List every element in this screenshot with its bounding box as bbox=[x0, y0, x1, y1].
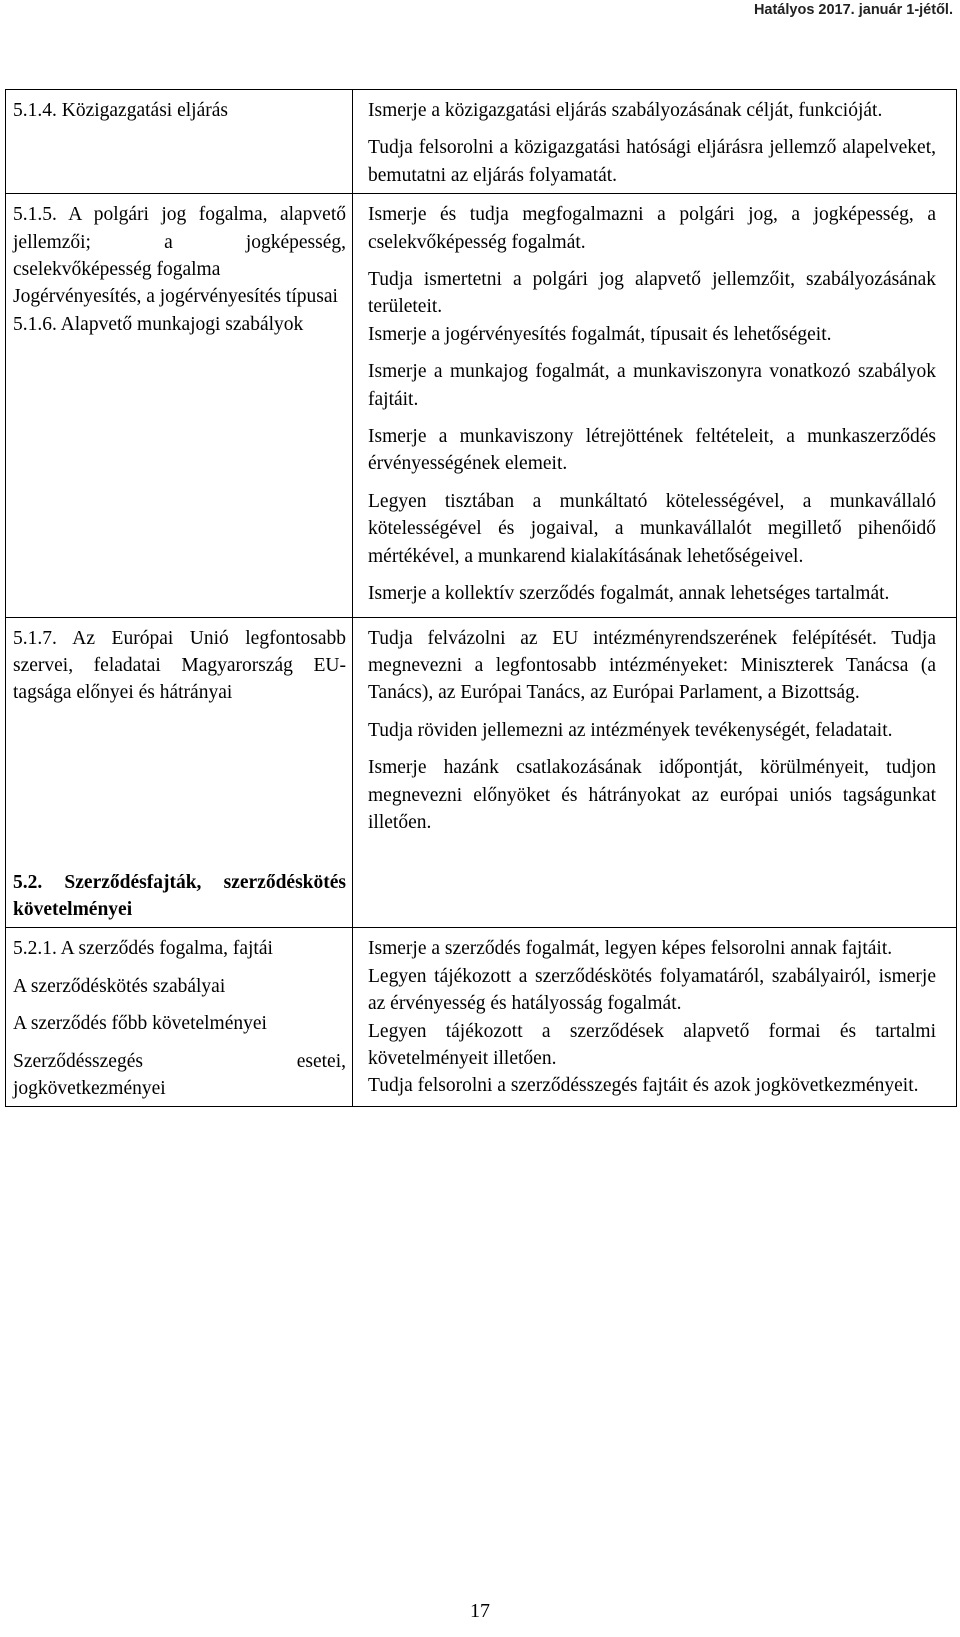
requirement-text: Ismerje a munkaviszony létrejöttének feltételeit, a munkaszerződés érvényességének elemeit. bbox=[368, 426, 936, 475]
requirement-text: Tudja felvázolni az EU intézményrendszerének felépítését. Tudja megnevezni a legfontosabb intézményeket: Miniszterek Tanácsa (a Tanács), az Európai Tanács, az Európai Parlament, a Bizottság. bbox=[368, 627, 936, 704]
topic-cell bbox=[6, 928, 353, 1106]
topic-text: 5.1.6. Alapvető munkajogi szabályok bbox=[13, 313, 304, 335]
requirement-text: Ismerje a munkajog fogalmát, a munkaviszonyra vonatkozó szabályok fajtáit. bbox=[368, 361, 936, 410]
requirement-text: Legyen tisztában a munkáltató kötelességével, a munkavállaló kötelességével és jogaival, a munkavállalót megillető pihenőidő mértékével, a munkarend kialakításának lehetőségeivel. bbox=[368, 490, 936, 567]
topic-text: 5.1.7. Az Európai Unió legfontosabb szervei, feladatai Magyarország EU-tagsága előnyei és hátrányai bbox=[13, 627, 346, 704]
requirement-text: Legyen tájékozott a szerződéskötés folyamatáról, szabályairól, ismerje az érvényesség és hatályosság fogalmát. bbox=[368, 965, 936, 1015]
requirement-text: Ismerje és tudja megfogalmazni a polgári jog, a jogképesség, a cselekvőképesség fogalmát. bbox=[368, 204, 936, 253]
effective-date-header: Hatályos 2017. január 1-jétől. bbox=[753, 2, 953, 18]
requirements-table bbox=[5, 89, 957, 1107]
topic-text: 5.1.4. Közigazgatási eljárás bbox=[13, 100, 228, 121]
requirement-text: Legyen tájékozott a szerződések alapvető formai és tartalmi követelményeit illetően. bbox=[368, 1020, 936, 1069]
requirement-text: Tudja ismertetni a polgári jog alapvető jellemzőit, szabályozásának területeit. bbox=[368, 269, 936, 318]
requirement-text: Tudja felsorolni a közigazgatási hatósági eljárásra jellemző alapelveket, bemutatni az eljárás folyamatát. bbox=[368, 137, 936, 186]
requirement-text: Ismerje hazánk csatlakozásának időpontját, körülményeit, tudjon megnevezni előnyöket és hátrányokat az európai uniós tagságunkat illetően. bbox=[368, 757, 936, 833]
requirement-text: Tudja felsorolni a szerződésszegés fajtáit és azok jogkövetkezményeit. bbox=[368, 1075, 919, 1097]
requirement-text: Ismerje a közigazgatási eljárás szabályozásának célját, funkcióját. bbox=[368, 100, 883, 121]
requirement-cell bbox=[353, 90, 957, 194]
table-row bbox=[6, 90, 957, 194]
table-row bbox=[6, 617, 957, 928]
requirement-text: Ismerje a jogérvényesítés fogalmát, típusait és lehetőségeit. bbox=[368, 323, 832, 345]
topic-text: A szerződéskötés szabályai bbox=[13, 975, 226, 997]
table-row bbox=[6, 194, 957, 617]
topic-text: 5.2.1. A szerződés fogalma, fajtái bbox=[13, 938, 273, 960]
topic-text: 5.1.5. A polgári jog fogalma, alapvető jellemzői; a jogképesség, cselekvőképesség fogalma bbox=[13, 204, 346, 281]
requirement-cell bbox=[353, 194, 957, 617]
topic-text: A szerződés főbb követelményei bbox=[13, 1013, 267, 1035]
topic-text: Jogérvényesítés, a jogérvényesítés típusai bbox=[13, 286, 338, 308]
topic-cell bbox=[6, 90, 353, 194]
topic-text: Szerződésszegés esetei, jogkövetkezményei bbox=[13, 1050, 346, 1099]
requirement-cell bbox=[353, 617, 957, 928]
requirement-cell bbox=[353, 928, 957, 1106]
requirement-text: Tudja röviden jellemezni az intézmények tevékenységét, feladatait. bbox=[368, 719, 893, 741]
topic-cell bbox=[6, 617, 353, 928]
table-row bbox=[6, 928, 957, 1106]
section-heading: 5.2. Szerződésfajták, szerződéskötés követelményei bbox=[13, 871, 346, 920]
requirement-text: Ismerje a szerződés fogalmát, legyen képes felsorolni annak fajtáit. bbox=[368, 938, 893, 960]
topic-cell bbox=[6, 194, 353, 617]
requirement-text: Ismerje a kollektív szerződés fogalmát, annak lehetséges tartalmát. bbox=[368, 583, 890, 605]
page-number: 17 bbox=[470, 1600, 490, 1622]
